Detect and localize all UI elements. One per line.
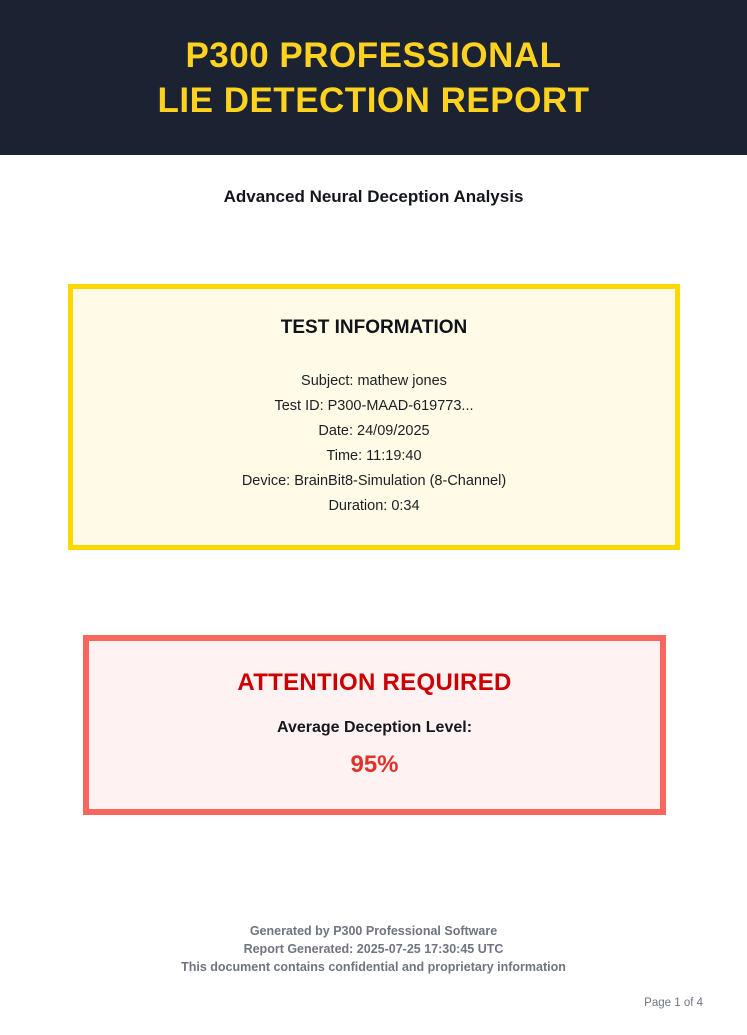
report-footer [0, 922, 747, 976]
footer-confidentiality-notice: This document contains confidential and proprietary information [181, 960, 566, 974]
average-deception-value: 95% [350, 751, 399, 778]
footer-generated-at: Report Generated: 2025-07-25 17:30:45 UTC [243, 942, 504, 956]
report-title-line-2: LIE DETECTION REPORT [157, 80, 590, 120]
average-deception-label: Average Deception Level: [276, 719, 473, 736]
test-info-duration: Duration: 0:34 [328, 498, 420, 514]
test-info-device: Device: BrainBit8-Simulation (8-Channel) [241, 473, 507, 489]
report-title-line-1: P300 PROFESSIONAL [185, 35, 562, 75]
attention-required-card [83, 635, 666, 815]
test-info-subject: Subject: mathew jones [301, 373, 447, 389]
test-info-date: Date: 24/09/2025 [318, 423, 430, 439]
report-subtitle: Advanced Neural Deception Analysis [223, 187, 524, 206]
test-info-test-id: Test ID: P300-MAAD-619773... [274, 398, 474, 414]
test-information-title: TEST INFORMATION [280, 317, 468, 338]
test-information-card [68, 284, 680, 550]
alert-title: ATTENTION REQUIRED [237, 669, 512, 696]
page-number: Page 1 of 4 [644, 997, 703, 1009]
report-header [0, 0, 747, 155]
test-info-time: Time: 11:19:40 [326, 448, 422, 464]
footer-generated-by: Generated by P300 Professional Software [249, 924, 498, 938]
